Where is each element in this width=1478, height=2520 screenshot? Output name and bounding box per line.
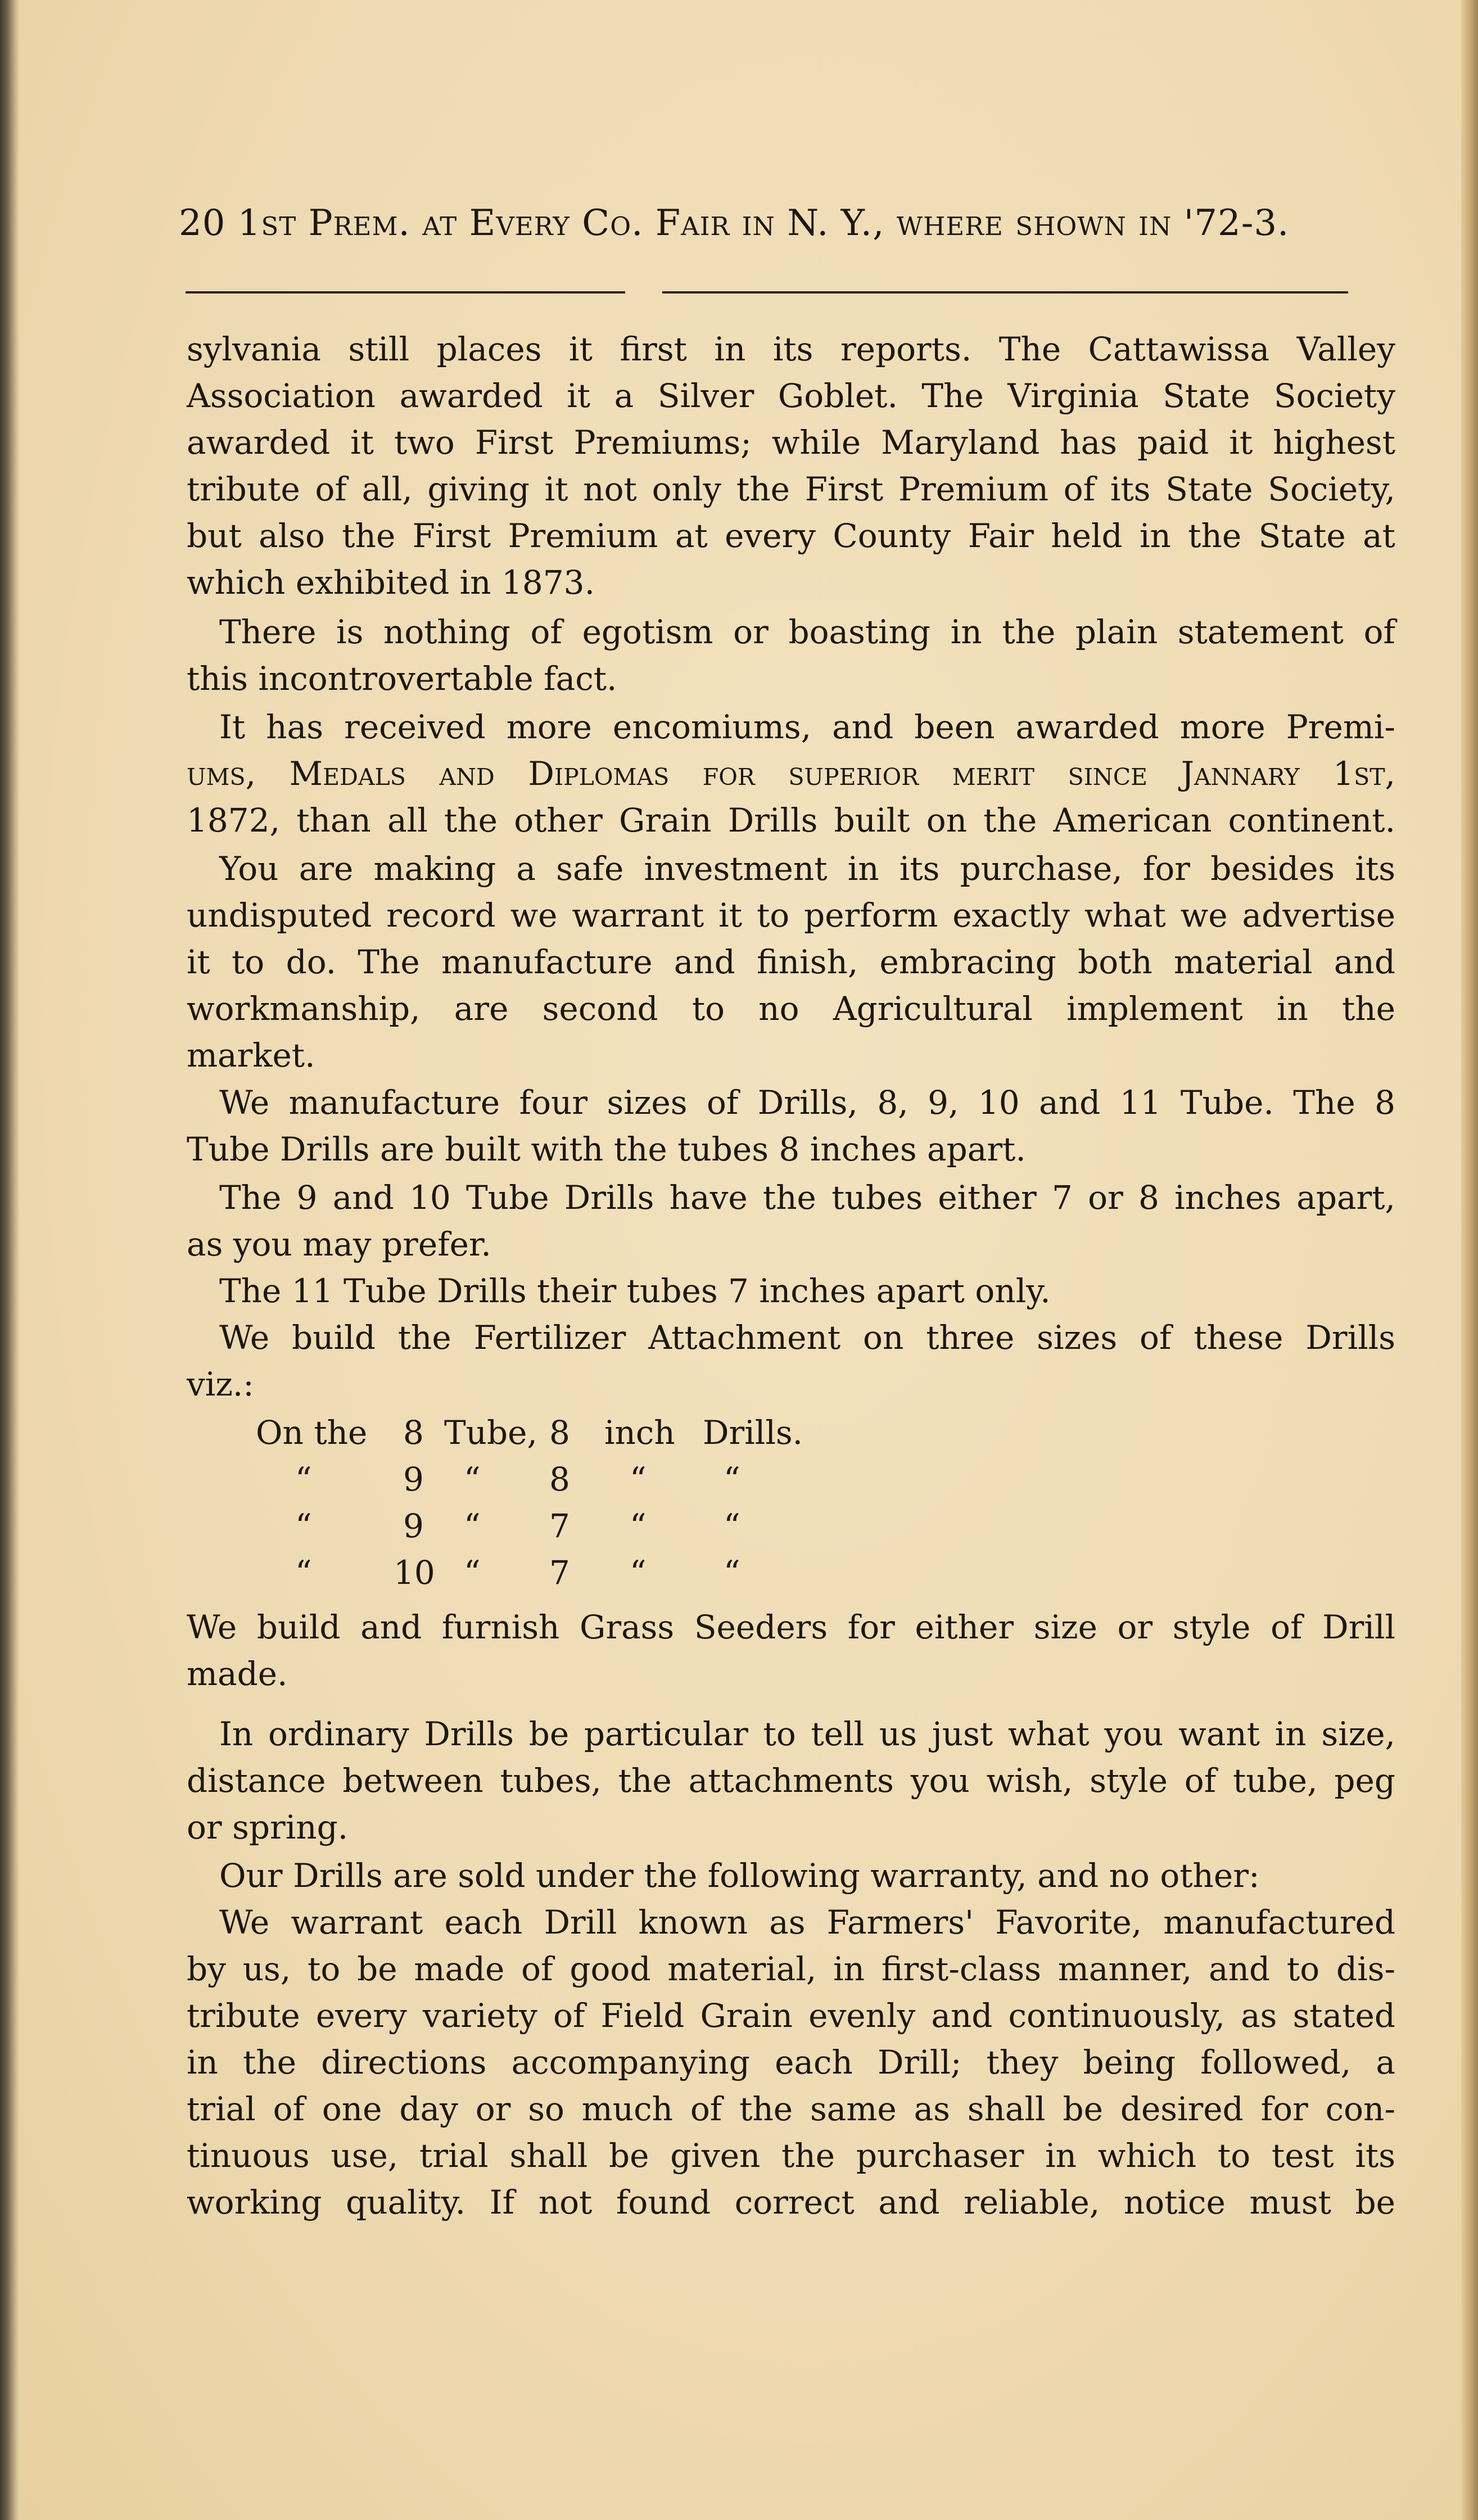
text-line: tinuous use, trial shall be given the purchaser in which to test its bbox=[187, 2137, 1395, 2175]
text-line: in the directions accompanying each Drill; they being followed, a bbox=[187, 2043, 1395, 2081]
text-line: The 11 Tube Drills their tubes 7 inches apart only. bbox=[219, 1272, 1051, 1310]
table-cell: “ bbox=[724, 1507, 740, 1545]
table-cell: “ bbox=[464, 1553, 481, 1592]
text-line: it to do. The manufacture and finish, embracing both material and bbox=[187, 943, 1395, 981]
book-spine-shadow bbox=[0, 0, 19, 2520]
text-line: The 9 and 10 Tube Drills have the tubes either 7 or 8 inches apart, bbox=[219, 1178, 1395, 1217]
table-row bbox=[256, 1552, 818, 1593]
text-line: by us, to be made of good material, in first-class manner, and to dis- bbox=[187, 1950, 1395, 1988]
table-row bbox=[256, 1506, 818, 1546]
text-line: working quality. If not found correct and reliable, notice must be bbox=[187, 2183, 1395, 2221]
text-line: viz.: bbox=[187, 1365, 254, 1403]
running-head-text: 1st Prem. at Every Co. Fair in N. Y., where shown in '72-3. bbox=[237, 202, 1290, 244]
table-cell: 8 bbox=[549, 1413, 570, 1452]
text-line: trial of one day or so much of the same as shall be desired for con- bbox=[187, 2090, 1395, 2128]
table-row bbox=[256, 1412, 818, 1453]
text-line: market. bbox=[187, 1036, 315, 1074]
table-cell: On the bbox=[256, 1413, 368, 1452]
table-cell: Tube, bbox=[444, 1413, 537, 1452]
text-line: Our Drills are sold under the following warranty, and no other: bbox=[219, 1857, 1260, 1895]
table-row bbox=[256, 1459, 818, 1500]
table-cell: “ bbox=[464, 1507, 481, 1545]
table-cell: 8 bbox=[403, 1413, 424, 1452]
page-number: 20 bbox=[179, 202, 226, 244]
text-line: It has received more encomiums, and been awarded more Premi- bbox=[219, 708, 1395, 746]
text-line: We build the Fertilizer Attachment on three sizes of these Drills bbox=[219, 1318, 1395, 1357]
text-line: We manufacture four sizes of Drills, 8, 9, 10 and 11 Tube. The 8 bbox=[219, 1083, 1395, 1122]
page-edge bbox=[1461, 0, 1478, 2520]
text-line: undisputed record we warrant it to perform exactly what we advertise bbox=[187, 896, 1395, 934]
table-cell: “ bbox=[630, 1507, 647, 1545]
text-line: as you may prefer. bbox=[187, 1225, 491, 1263]
header-rule-right bbox=[662, 291, 1348, 293]
text-line: ums, Medals and Diplomas for superior merit since Jannary 1st, bbox=[187, 755, 1395, 793]
text-line: tribute every variety of Field Grain evenly and continuously, as stated bbox=[187, 1997, 1395, 2035]
table-cell: “ bbox=[724, 1460, 740, 1498]
text-line: which exhibited in 1873. bbox=[187, 563, 595, 602]
text-line: In ordinary Drills be particular to tell us just what you want in size, bbox=[219, 1715, 1395, 1753]
text-line: workmanship, are second to no Agricultural implement in the bbox=[187, 990, 1395, 1028]
text-line: We build and furnish Grass Seeders for either size or style of Drill bbox=[187, 1608, 1395, 1646]
table-cell: 9 bbox=[403, 1507, 424, 1545]
text-line: sylvania still places it first in its reports. The Cattawissa Valley bbox=[187, 330, 1395, 368]
text-line: 1872, than all the other Grain Drills built on the American continent. bbox=[187, 801, 1395, 839]
table-cell: “ bbox=[630, 1553, 647, 1592]
text-line: made. bbox=[187, 1655, 288, 1693]
table-cell: Drills. bbox=[703, 1413, 803, 1452]
text-line: There is nothing of egotism or boasting in the plain statement of bbox=[219, 613, 1395, 651]
text-line: Tube Drills are built with the tubes 8 inches apart. bbox=[187, 1130, 1026, 1168]
table-cell: inch bbox=[604, 1413, 675, 1452]
table-cell: “ bbox=[724, 1553, 740, 1592]
text-line: but also the First Premium at every County Fair held in the State at bbox=[187, 517, 1395, 555]
table-cell: 7 bbox=[549, 1553, 570, 1592]
text-line: this incontrovertable fact. bbox=[187, 660, 617, 698]
table-cell: “ bbox=[295, 1553, 312, 1592]
table-cell: “ bbox=[295, 1460, 312, 1498]
text-line: Association awarded it a Silver Goblet. The Virginia State Society bbox=[187, 377, 1395, 415]
text-line: tribute of all, giving it not only the First Premium of its State Society, bbox=[187, 470, 1395, 508]
header-rule-left bbox=[186, 291, 625, 293]
text-line: awarded it two First Premiums; while Maryland has paid it highest bbox=[187, 423, 1395, 462]
table-cell: 10 bbox=[394, 1553, 435, 1592]
table-cell: “ bbox=[295, 1507, 312, 1545]
table-cell: 7 bbox=[549, 1507, 570, 1545]
table-cell: “ bbox=[464, 1460, 481, 1498]
running-header bbox=[179, 202, 1354, 244]
text-line: We warrant each Drill known as Farmers' Favorite, manufactured bbox=[219, 1903, 1395, 1941]
text-line: You are making a safe investment in its purchase, for besides its bbox=[219, 850, 1395, 888]
table-cell: 9 bbox=[403, 1460, 424, 1498]
text-line: distance between tubes, the attachments you wish, style of tube, peg bbox=[187, 1762, 1395, 1800]
table-cell: 8 bbox=[549, 1460, 570, 1498]
text-line: or spring. bbox=[187, 1808, 349, 1846]
table-cell: “ bbox=[630, 1460, 647, 1498]
